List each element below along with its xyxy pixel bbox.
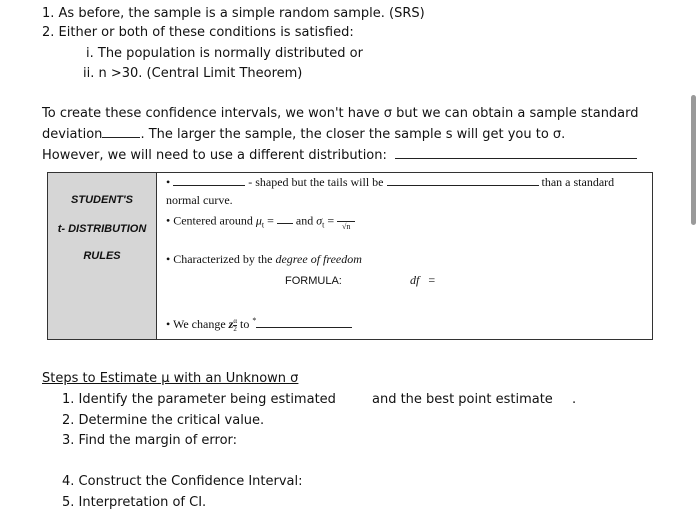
rule-centered [166, 212, 355, 231]
equals-2: = [327, 213, 335, 228]
deviation-blank [102, 137, 140, 138]
side-label-t-distribution: t- DISTRIBUTION [57, 223, 147, 235]
rules-side-panel [48, 173, 157, 339]
step-2: 2. Determine the critical value. [62, 413, 265, 428]
intro-line-3 [42, 148, 637, 163]
intro-distribution: However, we will need to use a different distribution: [42, 148, 387, 163]
steps-heading: Steps to Estimate μ with an Unknown σ [42, 371, 299, 386]
df-formula [410, 273, 435, 288]
mu-sub: t [261, 220, 265, 230]
degree-of-freedom: degree of freedom [275, 252, 362, 266]
intro-larger: . The larger the sample, the closer the sample s will get you to σ. [140, 127, 566, 142]
condition-clt: ii. n >30. (Central Limit Theorem) [83, 66, 303, 81]
condition-either: 2. Either or both of these conditions is satisfied: [42, 25, 354, 40]
rule-shape [166, 175, 614, 190]
mu-blank [277, 223, 293, 224]
side-label-students: STUDENT'S [71, 194, 133, 206]
star: * [252, 316, 257, 325]
step-1-dot: . [572, 392, 577, 407]
shape-blank [173, 185, 245, 186]
sqrt-n: √n [341, 222, 351, 231]
alpha-half [233, 318, 237, 333]
mu-symbol: μ [255, 213, 262, 228]
step-1-right: and the best point estimate [372, 392, 553, 407]
side-label-rules: RULES [83, 250, 121, 262]
rule-degrees-text: • Characterized by the [166, 252, 273, 266]
sigma-fraction [337, 212, 355, 231]
formula-label: FORMULA: [285, 275, 342, 287]
df-symbol: df [410, 273, 420, 287]
df-equals: = [428, 273, 436, 287]
sigma-symbol: σ [316, 213, 323, 228]
distribution-blank [395, 158, 637, 159]
to-text: to [240, 317, 250, 331]
two: 2 [233, 324, 237, 333]
rule-shape-cont: normal curve. [166, 193, 233, 207]
z-symbol: z [228, 317, 234, 331]
bullet: • [166, 175, 171, 189]
t-distribution-rules-box [47, 172, 653, 340]
tails-blank [387, 185, 539, 186]
step-5: 5. Interpretation of CI. [62, 495, 207, 510]
intro-line-1: To create these confidence intervals, we won't have σ but we can obtain a sample standard [42, 106, 639, 121]
rule-centered-text: • Centered around [166, 213, 253, 228]
condition-srs: 1. As before, the sample is a simple random sample. (SRS) [42, 6, 425, 21]
sigma-sub: t [322, 220, 325, 230]
vertical-scrollbar[interactable] [691, 95, 696, 225]
intro-deviation: deviation [42, 127, 103, 142]
step-1: 1. Identify the parameter being estimated [62, 392, 336, 407]
rule-shape-text: - shaped but the tails will be [248, 175, 384, 189]
rule-shape-end: than a standard [541, 175, 615, 189]
step-3: 3. Find the margin of error: [62, 433, 238, 448]
condition-normal: i. The population is normally distributed or [86, 46, 363, 61]
step-4: 4. Construct the Confidence Interval: [62, 474, 303, 489]
rule-change-text: • We change [166, 317, 226, 331]
rule-change-z [166, 316, 352, 333]
equals: = [267, 213, 274, 228]
rule-degrees [166, 252, 362, 267]
alpha: α [233, 316, 237, 325]
and-text: and [295, 213, 314, 228]
t-star-blank [256, 327, 352, 328]
intro-line-2 [42, 127, 565, 142]
